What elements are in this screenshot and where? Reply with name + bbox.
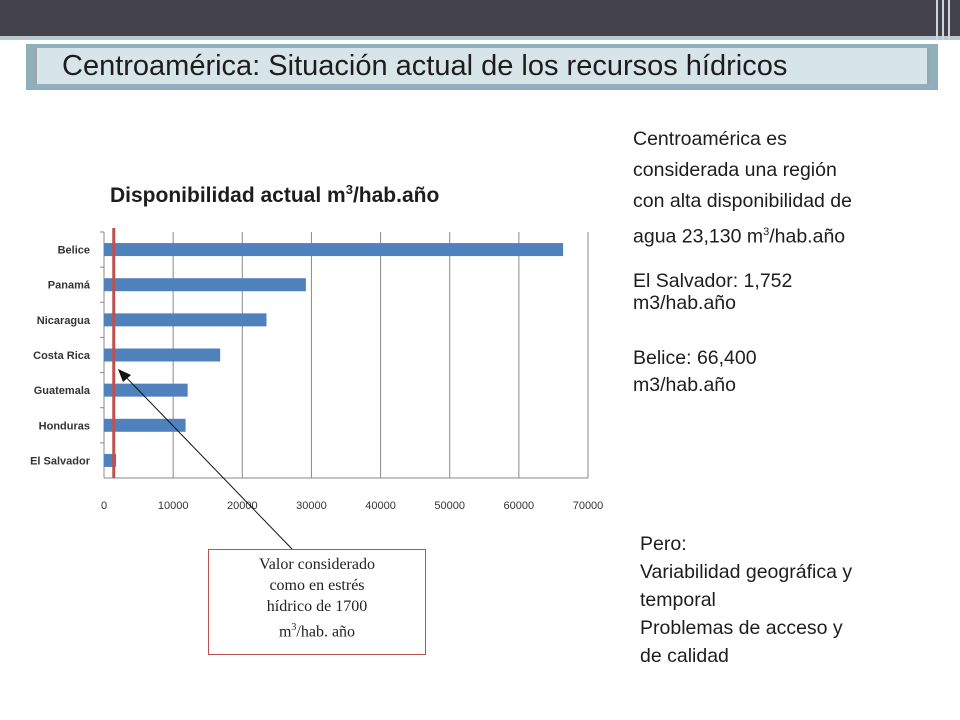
belice-stat xyxy=(633,345,757,399)
x-tick-label: 10000 xyxy=(157,500,189,512)
side-line-4-main: agua 23,130 m xyxy=(633,225,764,248)
side-line-4-suffix: /hab.año xyxy=(769,225,846,248)
x-tick-label: 70000 xyxy=(572,500,604,512)
callout-unit-suffix: /hab. año xyxy=(296,623,356,641)
category-label: El Salvador xyxy=(30,455,90,468)
side-line-4-sup: 3 xyxy=(763,226,770,238)
note-line-1: Pero: xyxy=(640,533,687,555)
bar-panamá xyxy=(104,278,306,291)
x-tick-label: 30000 xyxy=(296,500,327,512)
callout-line-3: hídrico de 1700 xyxy=(266,598,368,615)
side-line-4 xyxy=(633,217,852,253)
bar-guatemala xyxy=(104,384,188,397)
el-salvador-line-1: El Salvador: 1,752 xyxy=(633,270,793,292)
category-label: Belice xyxy=(57,244,90,257)
x-tick-label: 0 xyxy=(100,500,108,512)
callout-line-2: como en estrés xyxy=(269,577,365,594)
chart-title-suffix: /hab.año xyxy=(352,184,440,207)
belice-line-2: m3/hab.año xyxy=(633,374,736,396)
stress-threshold-callout xyxy=(208,549,426,655)
category-label: Guatemala xyxy=(33,385,90,398)
bar-honduras xyxy=(104,419,186,432)
chart-title-main: Disponibilidad actual m xyxy=(110,184,346,207)
chart-title-sup: 3 xyxy=(345,182,353,197)
el-salvador-stat xyxy=(633,270,792,314)
category-label: Panamá xyxy=(47,279,90,292)
x-tick-label: 40000 xyxy=(365,500,396,512)
note-line-3: temporal xyxy=(640,589,716,611)
side-line-3: con alta disponibilidad de xyxy=(633,190,852,212)
slide-title: Centroamérica: Situación actual de los recursos hídricos xyxy=(62,50,788,82)
note-line-5: de calidad xyxy=(640,645,729,667)
category-label: Costa Rica xyxy=(33,350,90,362)
note-line-4: Problemas de acceso y xyxy=(640,617,843,639)
callout-arrow-line xyxy=(121,372,292,549)
callout-line-4 xyxy=(209,617,425,642)
side-text-block xyxy=(633,124,852,253)
x-tick-label: 60000 xyxy=(503,500,535,512)
category-label: Nicaragua xyxy=(36,314,90,327)
side-line-1: Centroamérica es xyxy=(633,128,787,150)
callout-line-1: Valor considerado xyxy=(259,556,375,573)
bar-costa-rica xyxy=(104,349,220,362)
x-tick-label: 50000 xyxy=(434,500,466,512)
el-salvador-line-2: m3/hab.año xyxy=(633,292,736,314)
belice-line-1: Belice: 66,400 xyxy=(633,347,757,369)
bar-belice xyxy=(104,243,563,256)
category-label: Honduras xyxy=(38,420,90,433)
note-block xyxy=(640,530,852,670)
x-tick-label: 20000 xyxy=(226,500,258,512)
note-line-2: Variabilidad geográfica y xyxy=(640,561,853,583)
callout-unit-sup: 3 xyxy=(291,622,297,633)
bar-nicaragua xyxy=(104,313,266,326)
side-line-2: considerada una región xyxy=(633,159,837,181)
callout-unit-main: m xyxy=(278,623,292,641)
